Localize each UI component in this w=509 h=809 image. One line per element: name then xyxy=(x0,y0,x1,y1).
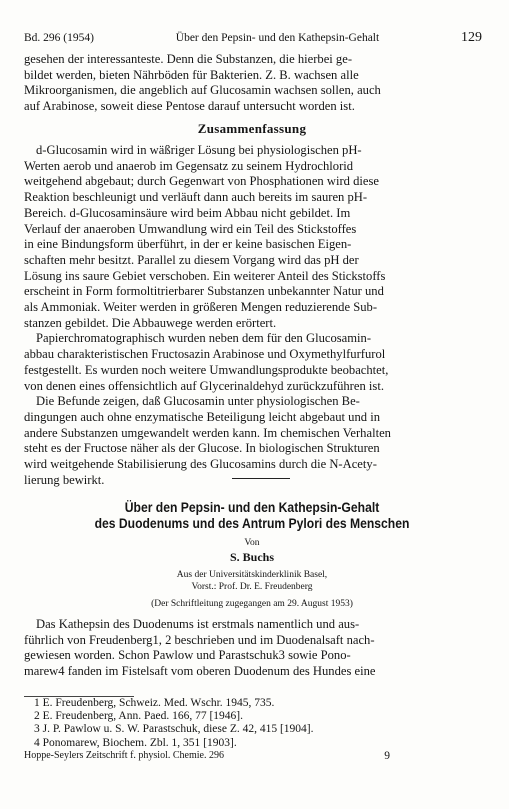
text-line: weitgehend abgebaut; durch Gegenwart von Phosphationen wird diese xyxy=(24,174,379,189)
text-line: Mikroorganismen, die angeblich auf Glucosamin wachsen sollen, auch xyxy=(24,83,381,98)
text-line: stanzen gebildet. Die Abbauwege werden erörtert. xyxy=(24,315,277,330)
text-line: lierung bewirkt. xyxy=(24,472,105,487)
text-line: Die Befunde zeigen, daß Glucosamin unter physiologischen Be- xyxy=(36,394,360,409)
article-title-line: des Duodenums und des Antrum Pylori des Menschen xyxy=(94,516,410,531)
text-line: erscheint in Form formoltitrierbarer Substanzen unbekannter Natur und xyxy=(24,284,384,299)
article-title xyxy=(47,500,457,532)
text-line: gesehen der interessanteste. Denn die Substanzen, die hierbei ge- xyxy=(24,52,353,66)
text-line: Verlauf der anaeroben Umwandlung wird ein Teil des Stickstoffes xyxy=(24,221,357,236)
affiliation xyxy=(24,569,480,593)
text-line: festgestellt. Es wurden noch weitere Umwandlungsprodukte beobachtet, xyxy=(24,362,389,377)
running-title: Über den Pepsin- und den Kathepsin-Gehalt xyxy=(175,32,380,44)
text-line: marew4 fanden im Fistelsaft vom oberen Duodenum des Hundes eine xyxy=(24,664,376,679)
page-number: 129 xyxy=(461,30,482,45)
running-head xyxy=(24,30,482,46)
summary-body xyxy=(24,143,480,488)
text-line: bildet werden, bieten Nährböden für Bakterien. Z. B. wachsen alle xyxy=(24,67,359,82)
text-line: andere Substanzen umgewandelt werden kann. Im chemischen Verhalten xyxy=(24,425,391,440)
affiliation-line: Vorst.: Prof. Dr. E. Freudenberg xyxy=(191,582,313,592)
text-line: abbau charakteristischen Fructosazin Arabinose und Oxymethylfurfurol xyxy=(24,347,386,362)
author-name: S. Buchs xyxy=(229,550,275,564)
byline-von: Von xyxy=(244,538,260,548)
section-divider xyxy=(232,478,290,479)
text-line: Bereich. d-Glucosaminsäure wird beim Abbau nicht gebildet. Im xyxy=(24,205,351,220)
footnote: 2 E. Freudenberg, Ann. Paed. 166, 77 [1946]. xyxy=(34,710,243,723)
text-line: Lösung ins saure Gebiet verschoben. Ein weiterer Anteil des Stickstoffs xyxy=(24,268,386,283)
text-line: gewiesen worden. Schon Pawlow und Parastschuk3 sowie Pono- xyxy=(24,648,351,663)
text-line: schaften mehr besitzt. Parallel zu diesem Vorgang wird das pH der xyxy=(24,252,359,267)
article-title-line: Über den Pepsin- und den Kathepsin-Gehalt xyxy=(124,500,380,515)
article-body xyxy=(24,617,480,680)
text-line: dingungen auch ohne enzymatische Beteiligung leicht abgebaut und in xyxy=(24,409,381,424)
footnote: 1 E. Freudenberg, Schweiz. Med. Wschr. 1945, 735. xyxy=(34,697,275,709)
summary-heading: Zusammenfassung xyxy=(197,121,307,136)
received-date: (Der Schriftleitung zugegangen am 29. August 1953) xyxy=(151,599,353,609)
text-line: wird weitgehende Stabilisierung des Glucosamins durch die N-Acety- xyxy=(24,457,377,472)
text-line: Papierchromatographisch wurden neben dem für den Glucosamin- xyxy=(36,331,372,346)
text-line: von denen eines offensichtlich auf Glycerinaldehyd zurückzuführen ist. xyxy=(24,378,384,393)
text-line: auf Arabinose, soweit diese Pentose darauf untersucht worden ist. xyxy=(24,99,355,114)
text-line: d-Glucosamin wird in wäßriger Lösung bei physiologischen pH- xyxy=(36,143,362,157)
text-line: steht es der Fructose näher als der Glucose. In biologischen Strukturen xyxy=(24,441,380,456)
text-line: Das Kathepsin des Duodenums ist erstmals namentlich und aus- xyxy=(36,617,360,631)
footnote: 3 J. P. Pawlow u. S. W. Parastschuk, diese Z. 42, 415 [1904]. xyxy=(34,723,314,736)
text-line: Werten aerob und anaerob im Gegensatz zu seinem Hydrochlorid xyxy=(24,158,354,173)
journal-name: Hoppe-Seylers Zeitschrift f. physiol. Chemie. 296 xyxy=(24,750,224,761)
footnote: 4 Ponomarew, Biochem. Zbl. 1, 351 [1903]. xyxy=(34,736,237,749)
footnotes xyxy=(24,697,480,750)
affiliation-line: Aus der Universitätskinderklinik Basel, xyxy=(176,570,328,580)
page-footer xyxy=(24,750,480,762)
text-line: als Ammoniak. Weiter werden in größeren Mengen reduzierende Sub- xyxy=(24,300,378,315)
signature-mark: 9 xyxy=(384,750,390,762)
text-line: Reaktion beschleunigt und verläuft dann auch bereits im sauren pH- xyxy=(24,190,368,205)
top-paragraph xyxy=(24,52,480,115)
volume-info: Bd. 296 (1954) xyxy=(24,32,94,44)
text-line: führlich von Freudenberg1, 2 beschrieben und im Duodenalsaft nach- xyxy=(24,632,375,647)
text-line: in eine Bindungsform überführt, in der er keine basischen Eigen- xyxy=(24,237,352,252)
